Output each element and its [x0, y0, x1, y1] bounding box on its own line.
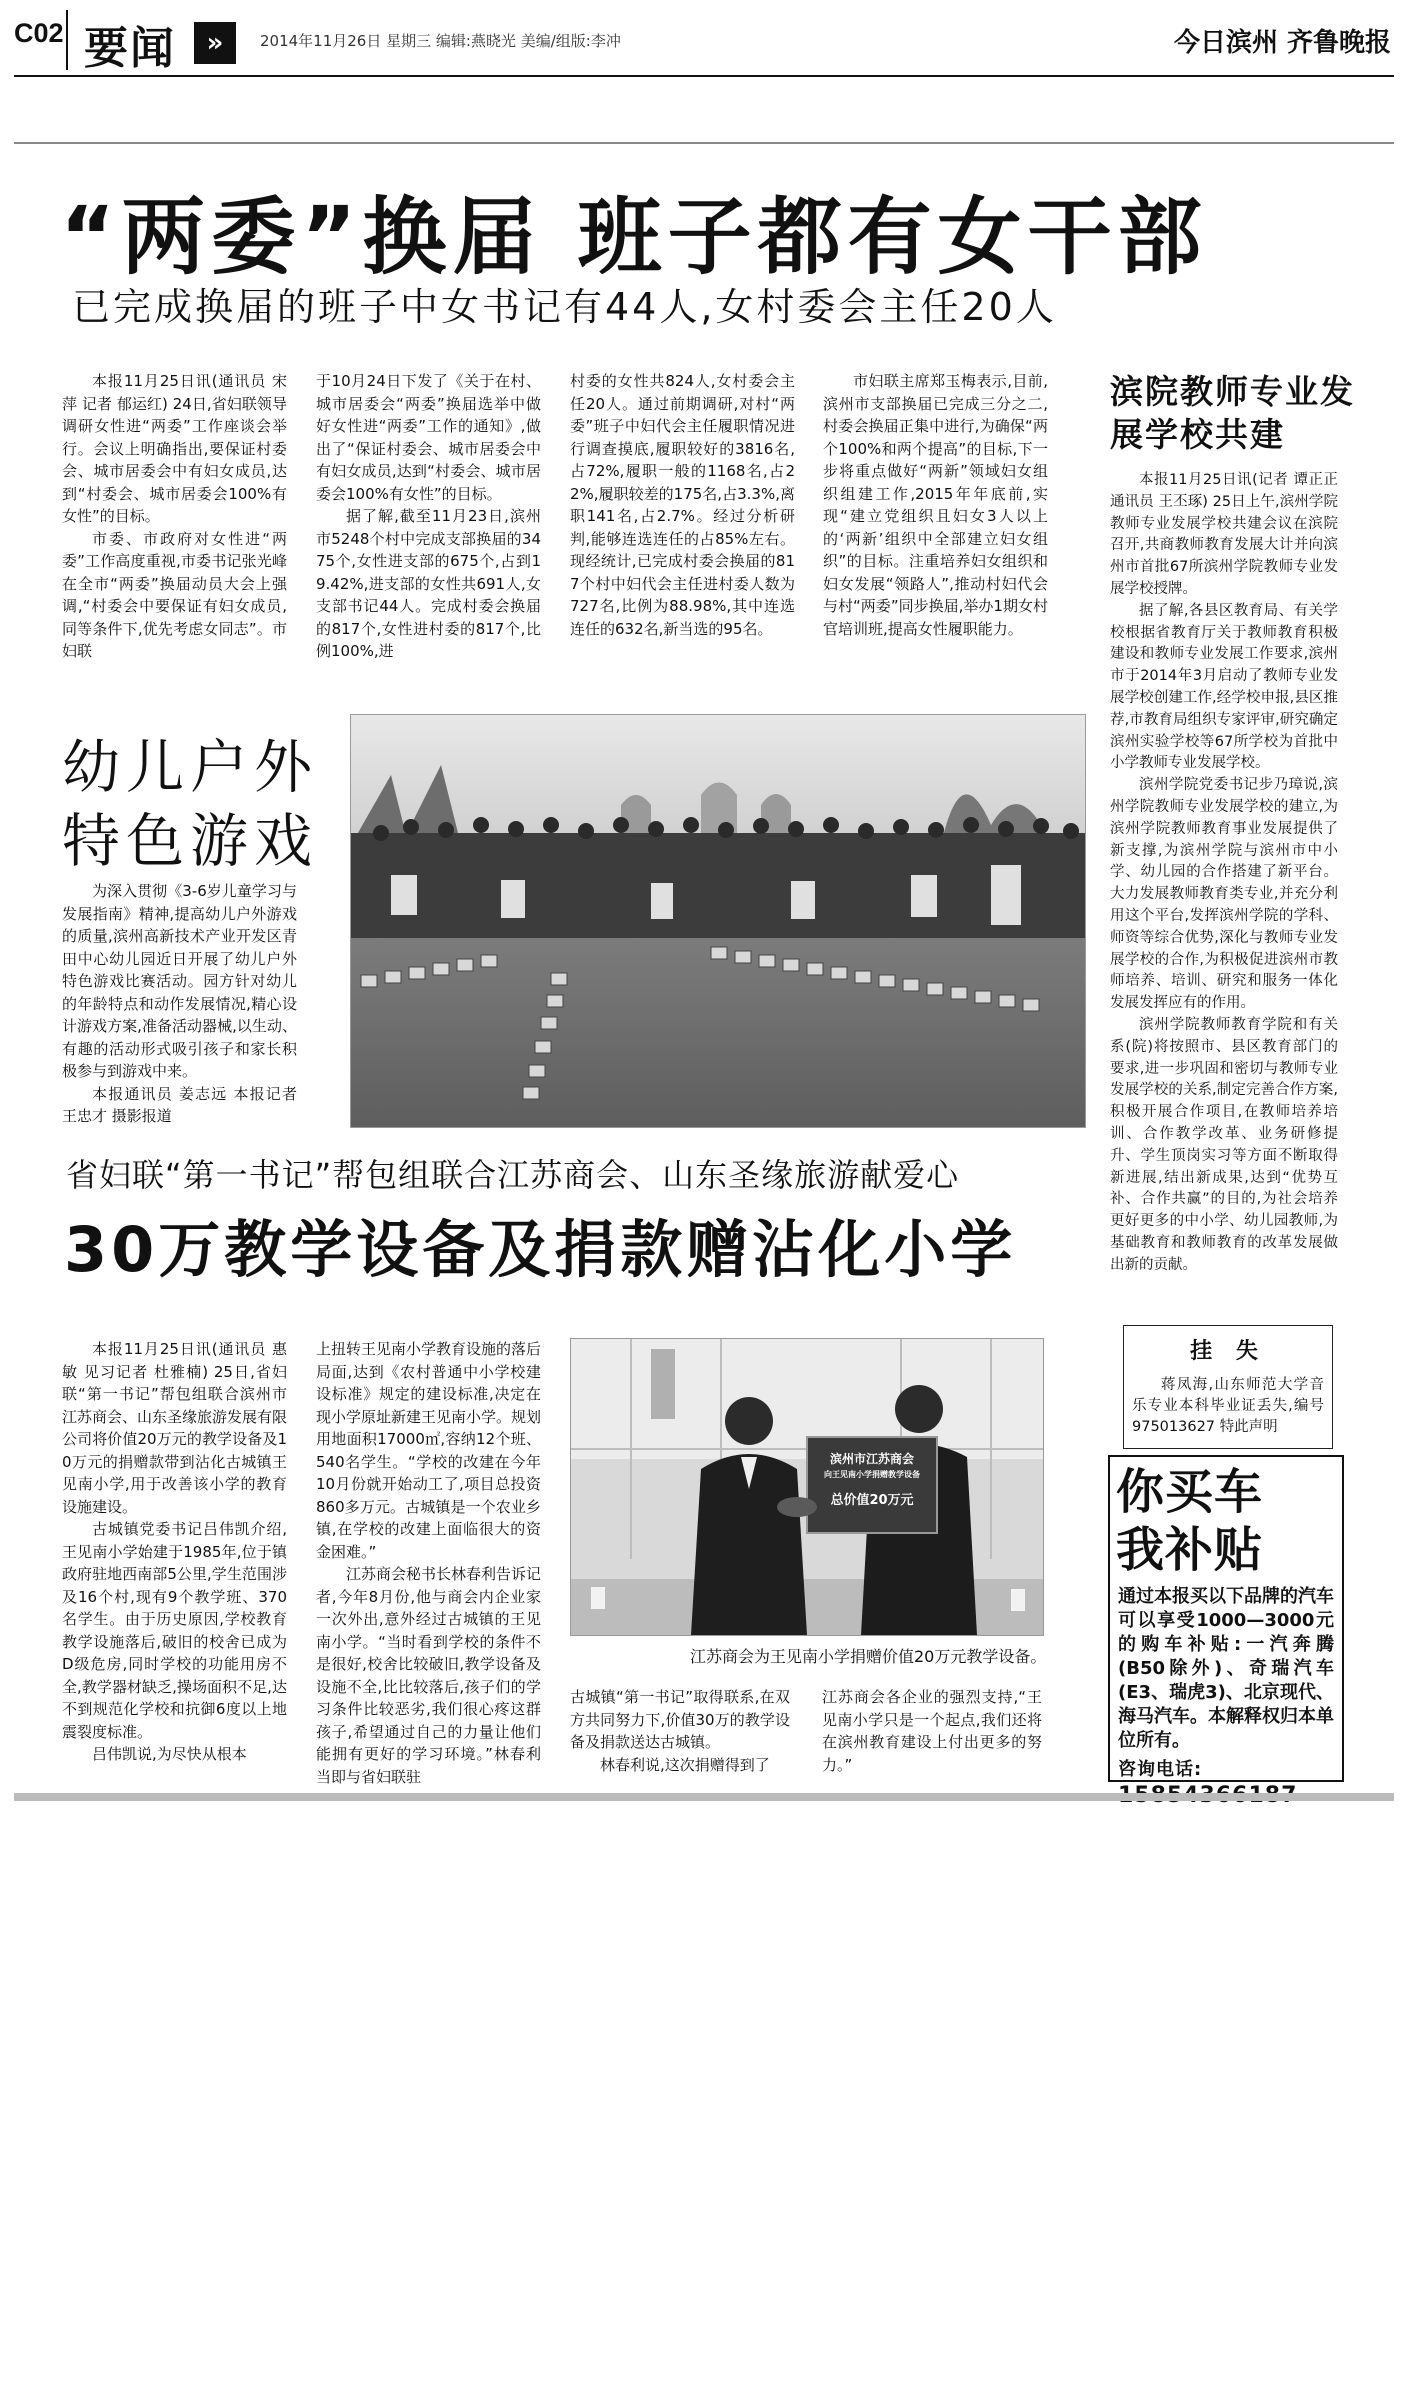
lead-paragraph: 据了解,截至11月23日,滨州市5248个村中完成支部换届的3475个,女性进支部的675个,占到19.42%,进支部的女性共691人,女支部书记44人。完成村委会换届的817个,女性进村委的817个,比例100%,进 — [316, 507, 541, 660]
lead-paragraph: 市妇联主席郑玉梅表示,目前,滨州市支部换届已完成三分之二,村委会换届正集中进行,为确保“两个100%和两个提高”的目标,下一步将重点做好“两新”领域妇女组织组建工作,2015年年底前,实现“建立党组织且妇女3人以上的‘两新’组织中全部建立妇女组织”的目标。注重培养妇女组织和妇女发展“领路人”,推动村妇代会与村“两委”同步换届,举办1期女村官培训班,提高女性履职能力。 — [823, 372, 1048, 638]
kids-headline-line: 幼儿户外 — [62, 733, 319, 801]
section-name: 要闻 — [84, 23, 176, 74]
kids-headline-line: 特色游戏 — [62, 807, 319, 875]
side-paragraph: 滨州学院党委书记步乃璋说,滨州学院教师专业发展学校的建立,为滨州学院教师教育事业发展提供了新支撑,为滨州学院与滨州市中小学、幼儿园的合作搭建了新平台。大力发展教师教育类专业,并充分利用这个平台,发挥滨州学院的学科、师资等综合优势,深化与教师专业发展学校的合作,为积极促进滨州市教师培养、培训、研究和服务一体化发展发挥应有的作用。 — [1110, 777, 1338, 1012]
lead-headline: “两委”换届 班子都有女干部 — [60, 188, 1208, 286]
notice-body: 蒋凤海,山东师范大学音乐专业本科毕业证丢失,编号975013627 特此声明 — [1132, 1377, 1324, 1435]
donation-board — [809, 1451, 935, 1509]
board-line: 总价值20万元 — [830, 1493, 914, 1508]
ad-phone-label: 咨询电话: — [1118, 1759, 1203, 1780]
school-paragraph: 古城镇党委书记吕伟凯介绍,王见南小学始建于1985年,位于镇政府驻地西南部5公里,学生范围涉及16个村,现有9个教学班、370名学生。由于历史原因,学校教育教学设施落后,破旧的校舍已成为D级危房,同时学校的功能用房不全,教学器材缺乏,操场面积不足,达不到规范化学校和抗御6度以上地震裂度标准。 — [62, 1520, 287, 1741]
donation-photo — [570, 1338, 1044, 1636]
section-arrow-icon: » — [194, 22, 236, 64]
school-paragraph: 古城镇“第一书记”取得联系,在双方共同努力下,价值30万的教学设备及捐款送达古城镇。 — [570, 1688, 790, 1751]
school-column-1 — [62, 1338, 287, 1766]
school-column-2 — [316, 1338, 541, 1788]
notice-title: 挂 失 — [1190, 1339, 1266, 1364]
kids-byline: 本报通讯员 姜志远 本报记者 王忠才 摄影报道 — [62, 1084, 297, 1125]
header-divider — [66, 10, 68, 70]
bottom-band — [14, 1793, 1394, 1801]
car-subsidy-ad — [1108, 1455, 1344, 1782]
lead-paragraph: 本报11月25日讯(通讯员 宋萍 记者 郁运红) 24日,省妇联领导调研女性进“两委”工作座谈会举行。会议上明确指出,要保证村委会、城市居委会中有妇女成员,达到“村委会、城市居委会100%有女性”的目标。 — [62, 372, 287, 525]
school-paragraph: 林春利说,这次捐赠得到了 — [600, 1755, 770, 1774]
board-line: 向王见南小学捐赠教学设备 — [824, 1470, 920, 1479]
lead-column-3 — [570, 370, 795, 640]
newspaper-name: 今日滨州 齐鲁晚报 — [1173, 28, 1391, 58]
lead-paragraph: 村委的女性共824人,女村委会主任20人。通过前期调研,对村“两委”班子中妇代会主任履职情况进行调查摸底,履职较好的3816名,占72%,履职一般的1168名,占22%,履职较差的175名,占3.3%,离职141名,占2.7%。经过分析研判,能够连选连任的占85%左右。现经统计,已完成村委会换届的817个村中妇代会主任进村委人数为727名,比例为88.98%,其中连选连任的632名,新当选的95名。 — [570, 372, 795, 638]
kids-game-photo — [350, 714, 1086, 1128]
kids-paragraph: 为深入贯彻《3-6岁儿童学习与发展指南》精神,提高幼儿户外游戏的质量,滨州高新技术产业开发区青田中心幼儿园近日开展了幼儿户外特色游戏比赛活动。园方针对幼儿的年龄特点和动作发展情况,精心设计游戏方案,准备活动器械,以生动、有趣的活动形式吸引孩子和家长积极参与到游戏中来。 — [62, 882, 297, 1080]
school-column-3 — [570, 1686, 790, 1776]
top-rule — [14, 142, 1394, 144]
lead-paragraph: 于10月24日下发了《关于在村、城市居委会“两委”换届选举中做好女性进“两委”工作的通知》,做出了“保证村委会、城市居委会中有妇女成员,达到“村委会、城市居委会100%有女性”的目标。 — [316, 372, 541, 503]
side-paragraph: 本报11月25日讯(记者 谭正正 通讯员 王丕琢) 25日上午,滨州学院教师专业发展学校共建会议在滨院召开,共商教师教育发展大计并向滨州市首批67所滨州学院教师专业发展学校授牌。 — [1110, 472, 1338, 597]
school-paragraph: 吕伟凯说,为尽快从根本 — [92, 1745, 247, 1763]
ad-body: 通过本报买以下品牌的汽车可以享受1000—3000元的购车补贴:一汽奔腾(B50除外)、奇瑞汽车(E3、瑞虎3)、北京现代、海马汽车。本解释权归本单位所有。 — [1118, 1586, 1334, 1751]
side-paragraph: 据了解,各县区教育局、有关学校根据省教育厅关于教师教育积极建设和教师专业发展工作要求,滨州市于2014年3月启动了教师专业发展学校创建工作,经学校申报,县区推荐,市教育局组织专家评审,研究确定滨州实验学校等67所学校为首批中小学教师专业发展学校。 — [1110, 602, 1338, 772]
header-rule — [14, 75, 1394, 77]
issue-meta: 2014年11月26日 星期三 编辑:燕晓光 美编/组版:李冲 — [260, 32, 621, 50]
side-headline: 滨院教师专业发展学校共建 — [1110, 372, 1355, 454]
ad-headline-line: 你买车 — [1116, 1464, 1264, 1520]
school-headline: 30万教学设备及捐款赠沾化小学 — [64, 1213, 1017, 1286]
lead-column-2 — [316, 370, 541, 663]
school-paragraph: 本报11月25日讯(通讯员 惠敏 见习记者 杜雅楠) 25日,省妇联“第一书记”帮包组联合滨州市江苏商会、山东圣缘旅游发展有限公司将价值20万元的教学设备及10万元的捐赠款带到沾化古城镇王见南小学,用于改善该小学的教育设施建设。 — [62, 1340, 288, 1516]
ad-headline-line: 我补贴 — [1116, 1522, 1264, 1578]
lost-notice — [1123, 1325, 1333, 1449]
donation-photo-drawing — [571, 1339, 1043, 1635]
lead-column-1 — [62, 370, 287, 663]
side-paragraph: 滨州学院教师教育学院和有关系(院)将按照市、县区教育部门的要求,进一步巩固和密切与教师专业发展学校的关系,制定完善合作方案,积极开展合作项目,在教师培养培训、合作教学改革、业务研修提升、学生顶岗实习等方面不断取得新进展,结出新成果,达到“优势互补、合作共赢”的目的,为社会培养更好更多的中小学、幼儿园教师,为基础教育和教师教育的改革发展做出新的贡献。 — [1110, 1016, 1338, 1273]
lead-column-4 — [823, 370, 1048, 640]
lead-paragraph: 市委、市政府对女性进“两委”工作高度重视,市委书记张光峰在全市“两委”换届动员大会上强调,“村委会中要保证有妇女成员,同等条件下,优先考虑女同志”。市妇联 — [62, 529, 287, 660]
side-body — [1110, 470, 1338, 1276]
kids-headline — [62, 730, 318, 878]
page-code: C02 — [14, 18, 64, 48]
school-paragraph: 江苏商会各企业的强烈支持,“王见南小学只是一个起点,我们还将在滨州教育建设上付出更多的努力。” — [822, 1688, 1042, 1774]
lead-subheadline: 已完成换届的班子中女书记有44人,女村委会主任20人 — [72, 285, 1057, 329]
kids-photo-drawing — [351, 715, 1085, 1127]
kids-body — [62, 880, 297, 1128]
board-line: 滨州市江苏商会 — [829, 1452, 914, 1466]
page-header — [0, 0, 1409, 80]
ad-headline — [1116, 1463, 1342, 1579]
school-paragraph: 上扭转王见南小学教育设施的落后局面,达到《农村普通中小学校建设标准》规定的建设标准,决定在现小学原址新建王见南小学。规划用地面积17000㎡,容纳12个班、540名学生。“学校的改建在今年10月份就开始动工了,项目总投资860多万元。古城镇是一个农业乡镇,在学校的改建上面临很大的资金困难。” — [316, 1340, 542, 1561]
school-kicker: 省妇联“第一书记”帮包组联合江苏商会、山东圣缘旅游献爱心 — [66, 1156, 960, 1194]
photo-caption: 江苏商会为王见南小学捐赠价值20万元教学设备。 — [690, 1647, 1047, 1666]
school-paragraph: 江苏商会秘书长林春利告诉记者,今年8月份,他与商会内企业家一次外出,意外经过古城镇的王见南小学。“当时看到学校的条件不是很好,校舍比较破旧,教学设备及设施不全,比比较落后,孩子们的学习条件比较恶劣,我们很心疼这群孩子,希望通过自己的力量让他们能拥有更好的学习环境。”林春利当即与省妇联驻 — [316, 1565, 542, 1786]
school-column-4 — [822, 1686, 1042, 1776]
